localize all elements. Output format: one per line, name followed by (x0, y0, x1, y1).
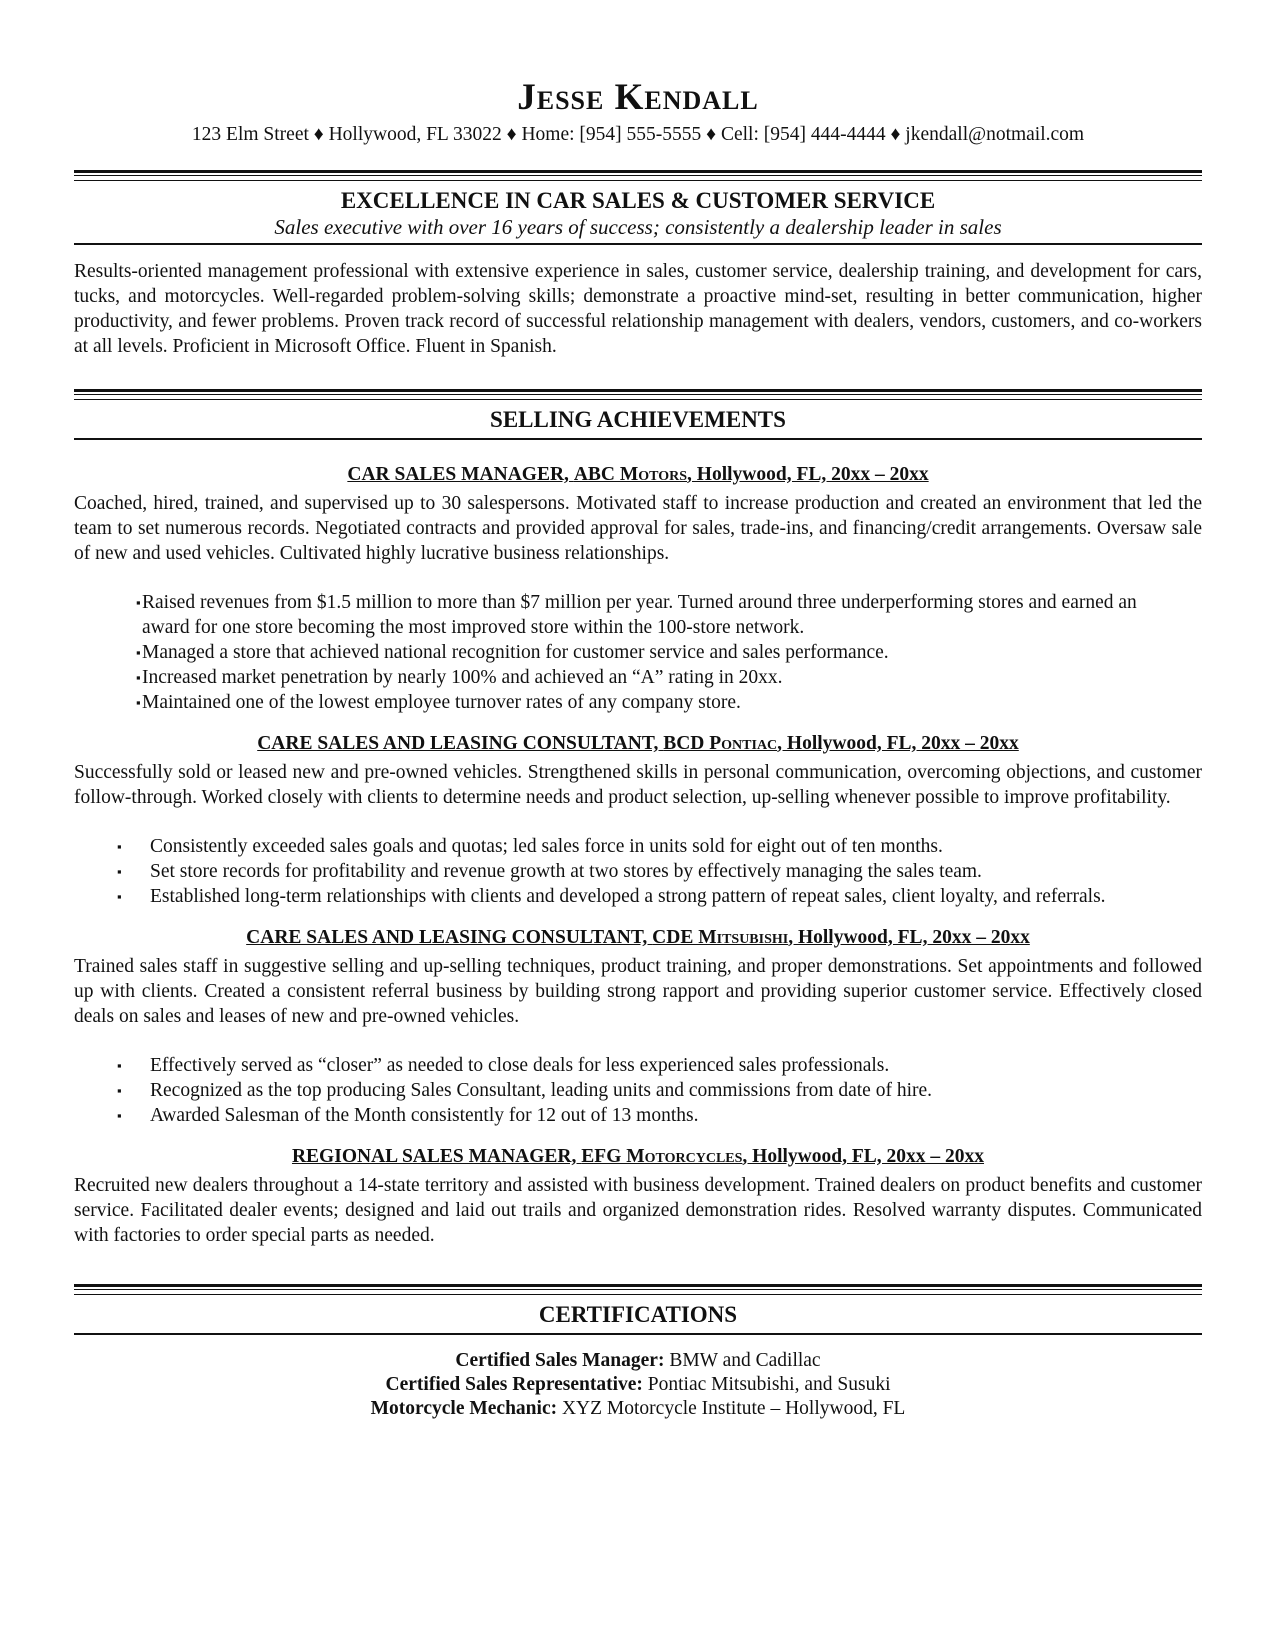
contact-line: 123 Elm Street ♦ Hollywood, FL 33022 ♦ Home: [954] 555-5555 ♦ Cell: [954] 444-4444 ♦ jkendall@notmail.com (191, 124, 1085, 145)
certification-item (74, 1373, 1202, 1397)
divider (74, 438, 1202, 440)
bullet-item: ▪ Consistently exceeded sales goals and quotas; led sales force in units sold for eight out of ten months. (74, 834, 1202, 859)
job-company: CDE Mitsubishi (652, 927, 789, 948)
summary: Results-oriented management professional with extensive experience in sales, customer service, dealership training, and development for cars, tucks, and motorcycles. Well-regarded problem-solving skills; demonstrate a proactive mind-set, resulting in better communication, higher productivity, and fewer problems. Proven track record of successful relationship management with dealers, vendors, customers, and co-workers at all levels. Proficient in Microsoft Office. Fluent in Spanish. (74, 261, 1202, 357)
job-description: Successfully sold or leased new and pre-owned vehicles. Strengthened skills in personal communication, overcoming objections, and customer follow-through. Worked closely with clients to determine needs and product selection, up-selling whenever possible to improve profitability. (74, 762, 1202, 808)
achievement-bullets (74, 590, 1202, 715)
divider (74, 243, 1202, 245)
job-company: BCD Pontiac (663, 733, 778, 754)
bullet-item: ▪ Effectively served as “closer” as needed to close deals for less experienced sales professionals. (74, 1053, 1202, 1078)
job-title (74, 925, 1202, 950)
job-location-dates: , Hollywood, FL, 20xx – 20xx (687, 464, 929, 485)
job-description: Trained sales staff in suggestive selling and up-selling techniques, product training, and proper demonstrations. Set appointments and followed up with clients. Created a consistent referral business by building strong rapport and providing superior customer service. Effectively closed deals on sales and leases of new and pre-owned vehicles. (74, 956, 1202, 1027)
job-location-dates: , Hollywood, FL, 20xx – 20xx (742, 1146, 985, 1167)
job-location-dates: , Hollywood, FL, 20xx – 20xx (788, 927, 1030, 948)
job-title (74, 1144, 1202, 1169)
bullet-item: ▪ Set store records for profitability and revenue growth at two stores by effectively managing the sales team. (74, 859, 1202, 884)
cert-value: XYZ Motorcycle Institute – Hollywood, FL (557, 1398, 906, 1419)
divider (74, 1284, 1202, 1295)
job-company: ABC Motors (573, 464, 688, 485)
bullet-item: ▪ Increased market penetration by nearly 100% and achieved an “A” rating in 20xx. (74, 665, 1202, 690)
job-location-dates: , Hollywood, FL, 20xx – 20xx (777, 733, 1019, 754)
divider (74, 389, 1202, 400)
certification-item (74, 1397, 1202, 1421)
bullet-item: ▪ Managed a store that achieved national recognition for customer service and sales performance. (74, 640, 1202, 665)
certifications-list (74, 1349, 1202, 1421)
cert-label: Motorcycle Mechanic: (370, 1398, 558, 1419)
job-company: EFG Motorcycles (581, 1146, 743, 1167)
cert-value: Pontiac Mitsubishi, and Susuki (642, 1374, 891, 1395)
job-role: CARE SALES AND LEASING CONSULTANT, (257, 733, 664, 754)
bullet-item: ▪ Recognized as the top producing Sales Consultant, leading units and commissions from date of hire. (74, 1078, 1202, 1103)
headline-tagline: Sales executive with over 16 years of success; consistently a dealership leader in sales (274, 215, 1002, 239)
certification-item (74, 1349, 1202, 1373)
bullet-item: ▪ Maintained one of the lowest employee turnover rates of any company store. (74, 690, 1202, 715)
job-role: CAR SALES MANAGER, (347, 464, 574, 485)
achievement-bullets (74, 1053, 1202, 1128)
cert-label: Certified Sales Manager: (455, 1350, 665, 1371)
divider (74, 170, 1202, 181)
job-role: CARE SALES AND LEASING CONSULTANT, (246, 927, 653, 948)
section-title: CERTIFICATIONS (538, 1302, 738, 1327)
job-description: Recruited new dealers throughout a 14-state territory and assisted with business development. Trained dealers on product benefits and customer service. Facilitated dealer events; designed and laid out trails and organized demonstration rides. Resolved warranty disputes. Communicated with factories to order special parts as needed. (74, 1175, 1202, 1246)
section-title: SELLING ACHIEVEMENTS (490, 407, 786, 432)
candidate-name: Jesse Kendall (517, 77, 759, 118)
bullet-item: ▪ Awarded Salesman of the Month consistently for 12 out of 13 months. (74, 1103, 1202, 1128)
job-title (74, 731, 1202, 756)
job-description: Coached, hired, trained, and supervised up to 30 salespersons. Motivated staff to increase production and created an environment that led the team to set numerous records. Negotiated contracts and provided approval for sales, trade-ins, and financing/credit arrangements. Oversaw sale of new and used vehicles. Cultivated highly lucrative business relationships. (74, 493, 1202, 564)
headline-title: EXCELLENCE IN CAR SALES & CUSTOMER SERVICE (340, 188, 936, 213)
job-title (74, 462, 1202, 487)
achievement-bullets (74, 834, 1202, 909)
bullet-item: ▪ Raised revenues from $1.5 million to more than $7 million per year. Turned around three underperforming stores and earned an award for one store becoming the most improved store within the 100-store network. (74, 590, 1202, 640)
cert-label: Certified Sales Representative: (385, 1374, 643, 1395)
divider (74, 1333, 1202, 1335)
bullet-item: ▪ Established long-term relationships with clients and developed a strong pattern of repeat sales, client loyalty, and referrals. (74, 884, 1202, 909)
jobs-list (74, 462, 1202, 1248)
cert-value: BMW and Cadillac (664, 1350, 821, 1371)
job-role: REGIONAL SALES MANAGER, (291, 1146, 582, 1167)
